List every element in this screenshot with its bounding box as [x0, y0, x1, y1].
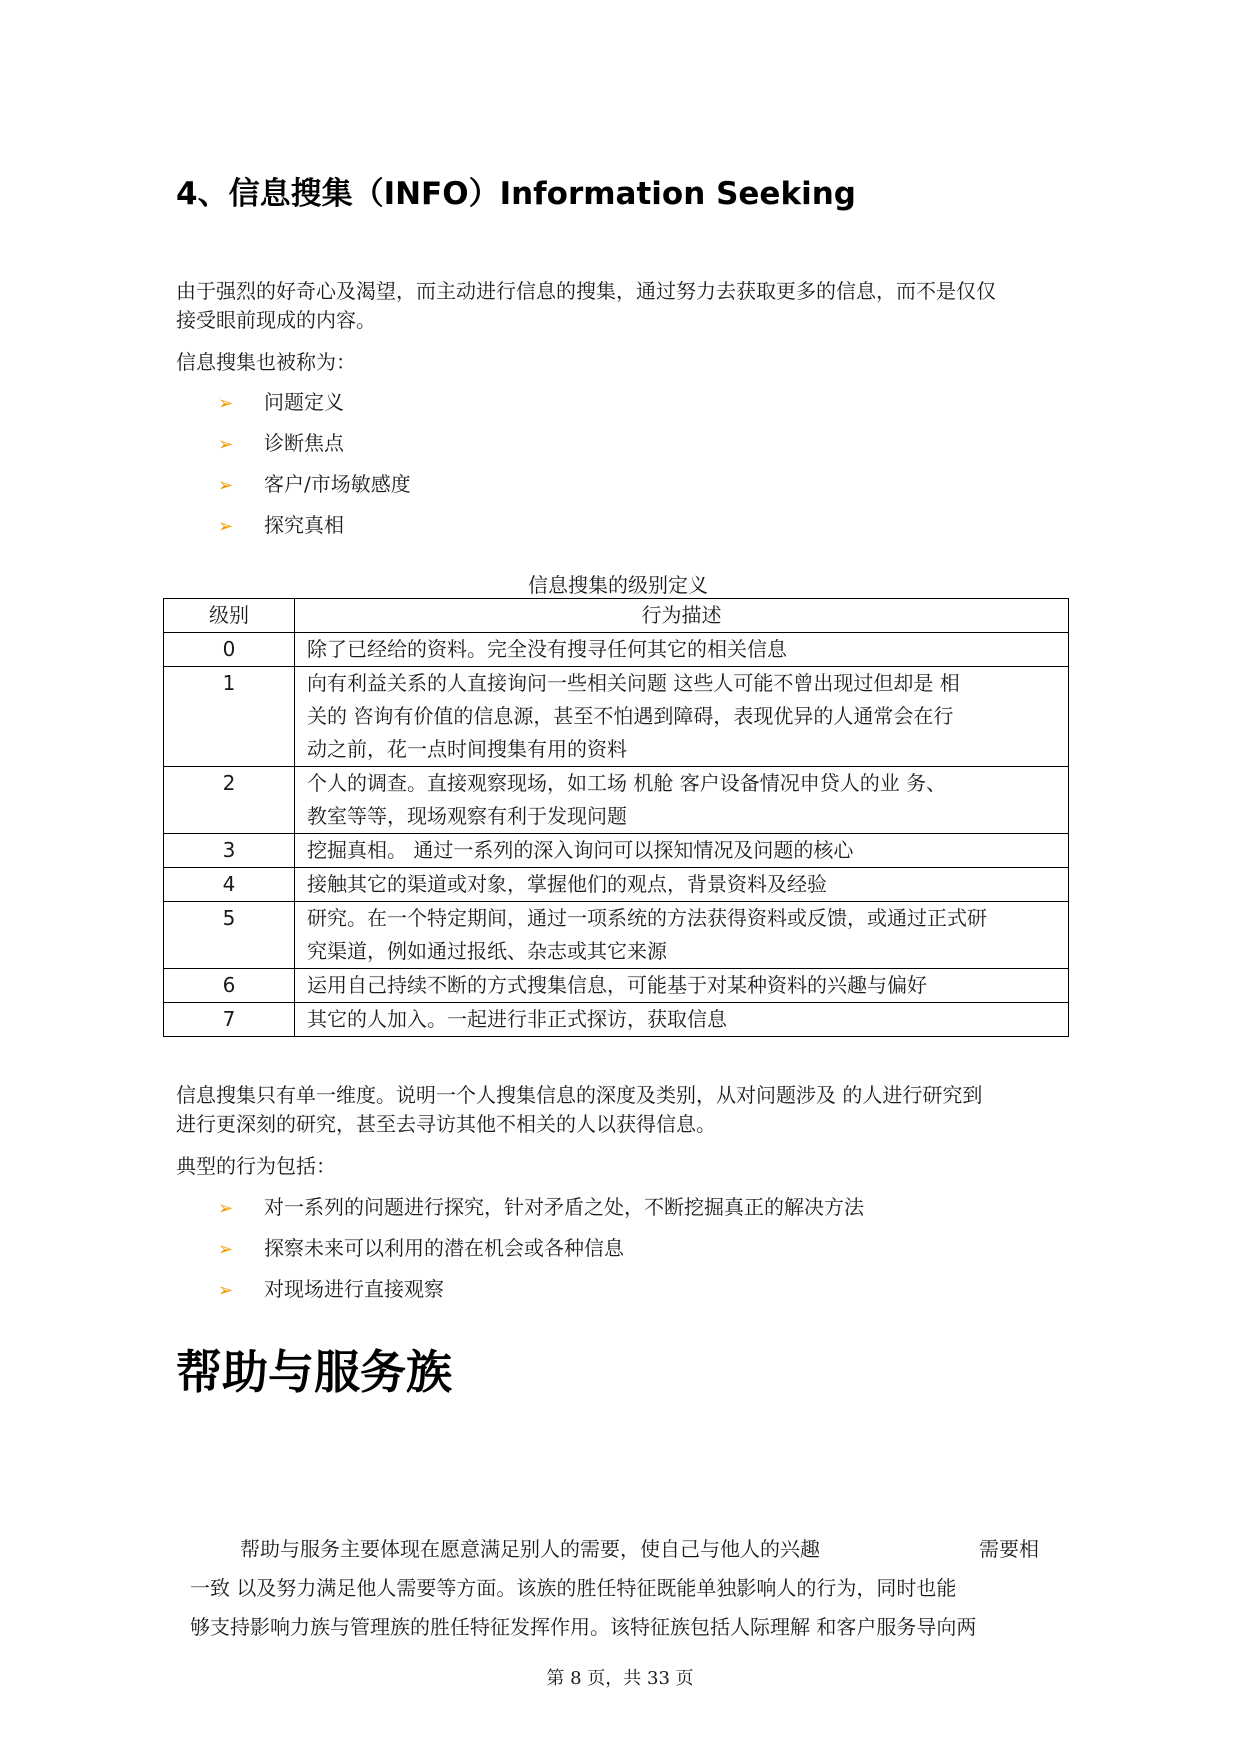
list-item	[218, 429, 344, 459]
list-item	[218, 511, 344, 541]
list-item-label: 探究真相	[264, 513, 344, 537]
list-item	[218, 1275, 444, 1305]
table-header-row	[164, 599, 1069, 633]
levels-table	[163, 598, 1069, 1037]
list-item	[218, 1193, 864, 1223]
table-row	[164, 767, 1069, 834]
level-cell: 3	[164, 834, 295, 868]
table-caption: 信息搜集的级别定义	[528, 573, 708, 597]
description-cell: 挖掘真相。 通过一系列的深入询问可以探知情况及问题的核心	[295, 834, 1069, 868]
list-item-label: 客户/市场敏感度	[264, 472, 411, 496]
level-cell: 6	[164, 969, 295, 1003]
description-cell: 向有利益关系的人直接询问一些相关问题 这些人可能不曾出现过但却是 相 关的 咨询有价值的信息源，甚至不怕遇到障碍，表现优异的人通常会在行 动之前，花一点时间搜集有用的资料	[295, 667, 1069, 767]
arrow-bullet-icon: ➢	[218, 1280, 234, 1301]
page-footer: 第 8 页，共 33 页	[546, 1668, 694, 1689]
header-level: 级别	[164, 599, 295, 633]
list-item-label: 对一系列的问题进行探究，针对矛盾之处，不断挖掘真正的解决方法	[264, 1195, 864, 1219]
table-row	[164, 902, 1069, 969]
intro-line-2: 接受眼前现成的内容。	[176, 308, 376, 332]
table-row	[164, 969, 1069, 1003]
typical-label: 典型的行为包括：	[176, 1154, 336, 1178]
cluster-line-1a: 帮助与服务主要体现在愿意满足别人的需要，使自己与他人的兴趣	[240, 1537, 820, 1561]
level-cell: 2	[164, 767, 295, 834]
arrow-bullet-icon: ➢	[218, 475, 234, 496]
intro-line-1: 由于强烈的好奇心及渴望，而主动进行信息的搜集，通过努力去获取更多的信息，而不是仅仅	[176, 279, 996, 303]
level-cell: 5	[164, 902, 295, 969]
table-row	[164, 1003, 1069, 1037]
level-cell: 7	[164, 1003, 295, 1037]
arrow-bullet-icon: ➢	[218, 1198, 234, 1219]
description-cell: 运用自己持续不断的方式搜集信息，可能基于对某种资料的兴趣与偏好	[295, 969, 1069, 1003]
arrow-bullet-icon: ➢	[218, 1239, 234, 1260]
dimension-line-1: 信息搜集只有单一维度。说明一个人搜集信息的深度及类别，从对问题涉及 的人进行研究到	[176, 1083, 983, 1107]
list-item	[218, 388, 344, 418]
arrow-bullet-icon: ➢	[218, 434, 234, 455]
table-row	[164, 868, 1069, 902]
table-row	[164, 834, 1069, 868]
list-item	[218, 470, 411, 500]
cluster-line-3: 够支持影响力族与管理族的胜任特征发挥作用。该特征族包括人际理解 和客户服务导向两	[190, 1615, 977, 1639]
header-description: 行为描述	[295, 599, 1069, 633]
list-item-label: 问题定义	[264, 390, 344, 414]
description-cell: 其它的人加入。一起进行非正式探访，获取信息	[295, 1003, 1069, 1037]
description-cell: 除了已经给的资料。完全没有搜寻任何其它的相关信息	[295, 633, 1069, 667]
section-heading: 4、信息搜集（INFO）Information Seeking	[176, 176, 856, 212]
level-cell: 4	[164, 868, 295, 902]
list-item-label: 探察未来可以利用的潜在机会或各种信息	[264, 1236, 624, 1260]
arrow-bullet-icon: ➢	[218, 393, 234, 414]
list-item	[218, 1234, 624, 1264]
cluster-line-2: 一致 以及努力满足他人需要等方面。该族的胜任特征既能单独影响人的行为，同时也能	[190, 1576, 957, 1600]
table-row	[164, 633, 1069, 667]
description-cell: 接触其它的渠道或对象，掌握他们的观点，背景资料及经验	[295, 868, 1069, 902]
list-item-label: 诊断焦点	[264, 431, 344, 455]
table-row	[164, 667, 1069, 767]
description-cell: 个人的调查。直接观察现场，如工场 机舱 客户设备情况申贷人的业 务、 教室等等，现场观察有利于发现问题	[295, 767, 1069, 834]
description-cell: 研究。在一个特定期间，通过一项系统的方法获得资料或反馈，或通过正式研 究渠道，例如通过报纸、杂志或其它来源	[295, 902, 1069, 969]
level-cell: 1	[164, 667, 295, 767]
level-cell: 0	[164, 633, 295, 667]
list-item-label: 对现场进行直接观察	[264, 1277, 444, 1301]
cluster-heading: 帮助与服务族	[176, 1345, 452, 1399]
aka-label: 信息搜集也被称为：	[176, 350, 356, 374]
cluster-line-1b: 需要相	[979, 1537, 1039, 1561]
arrow-bullet-icon: ➢	[218, 516, 234, 537]
dimension-line-2: 进行更深刻的研究，甚至去寻访其他不相关的人以获得信息。	[176, 1112, 716, 1136]
